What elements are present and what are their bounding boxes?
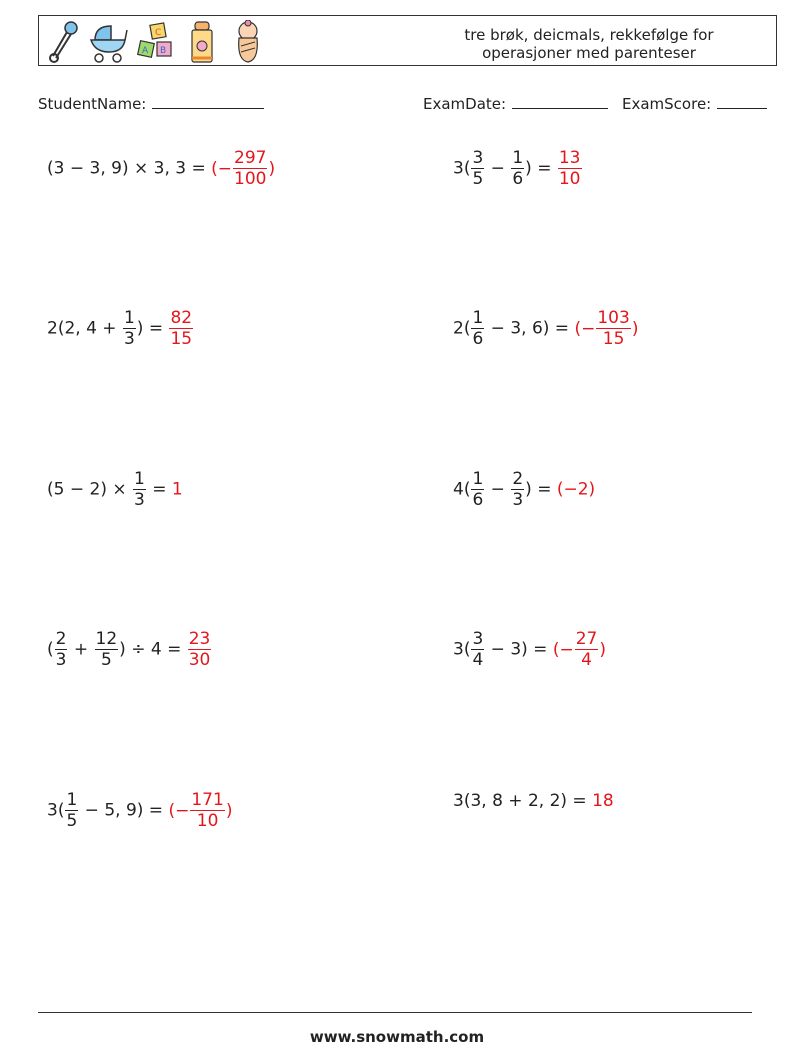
- denominator: 6: [472, 490, 484, 510]
- abc-blocks-icon: [137, 20, 177, 64]
- svg-text:A: A: [142, 46, 149, 56]
- denominator: 5: [66, 811, 78, 831]
- denominator: 10: [196, 811, 219, 831]
- title-line-2: operasjoner med parenteser: [482, 44, 696, 62]
- fraction: [65, 790, 78, 831]
- problem-expression: (3 − 3, 9) × 3, 3 =: [47, 158, 212, 179]
- numerator: 103: [597, 308, 630, 328]
- fraction: [471, 629, 484, 670]
- exam-date-field: [423, 94, 608, 113]
- numerator: 2: [512, 469, 524, 489]
- answer: 18: [592, 791, 614, 811]
- fraction: [511, 469, 524, 510]
- answer: [211, 148, 276, 189]
- answer: [552, 629, 607, 670]
- numerator: 23: [188, 629, 211, 649]
- fraction: [123, 308, 136, 349]
- problem-expression-end: ) =: [136, 318, 169, 339]
- header-box: [38, 15, 777, 66]
- problem-9: [47, 790, 232, 831]
- denominator: 10: [558, 169, 581, 189]
- answer-close: ): [225, 800, 233, 821]
- numerator: 3: [472, 148, 484, 168]
- exam-date-blank[interactable]: [512, 94, 608, 109]
- numerator: 297: [234, 148, 267, 168]
- answer: [574, 308, 639, 349]
- problem-expression-end: ) ÷ 4 =: [119, 639, 187, 660]
- problem-3: [47, 308, 194, 349]
- numerator: 1: [123, 308, 135, 328]
- numerator: 13: [558, 148, 581, 168]
- numerator: 27: [575, 629, 598, 649]
- student-name-label: StudentName:: [38, 95, 147, 113]
- problem-expression-end: − 5, 9) =: [79, 800, 169, 821]
- fraction: [471, 148, 484, 189]
- numerator: 1: [512, 148, 524, 168]
- answer: 1: [171, 479, 183, 500]
- answer-fraction: [558, 148, 582, 189]
- denominator: 3: [55, 650, 67, 670]
- exam-score-field: [622, 94, 767, 113]
- problem-10: [453, 791, 614, 811]
- problem-expression: 2(2, 4 +: [47, 318, 122, 339]
- problem-expression-end: − 3) =: [485, 639, 553, 660]
- denominator: 4: [581, 650, 592, 670]
- answer-fraction: [575, 629, 599, 670]
- worksheet-title: [419, 26, 759, 62]
- problem-7: [47, 629, 212, 670]
- problem-2: [453, 148, 583, 189]
- problem-expression: 3(: [47, 800, 65, 821]
- problem-expression: 2(: [453, 318, 471, 339]
- problem-expression-end: − 3, 6) =: [485, 318, 575, 339]
- swaddled-baby-icon: [233, 20, 263, 64]
- fraction: [55, 629, 68, 670]
- svg-text:B: B: [160, 46, 167, 56]
- denominator: 3: [134, 490, 145, 510]
- numerator: 2: [55, 629, 67, 649]
- problem-8: [453, 629, 606, 670]
- svg-text:C: C: [155, 28, 162, 38]
- operator: −: [485, 479, 511, 500]
- denominator: 6: [472, 329, 484, 349]
- numerator: 1: [66, 790, 78, 810]
- numerator: 12: [95, 629, 118, 649]
- problem-6: [453, 469, 595, 510]
- answer-open: (−: [211, 158, 233, 179]
- problem-expression-end: =: [146, 479, 172, 500]
- operator: +: [68, 639, 94, 660]
- answer-fraction: [233, 148, 267, 189]
- denominator: 6: [512, 169, 524, 189]
- numerator: 1: [472, 308, 484, 328]
- fraction: [95, 629, 119, 670]
- problem-4: [453, 308, 638, 349]
- problem-1: [47, 148, 275, 189]
- denominator: 30: [188, 650, 211, 670]
- problem-expression: 3(: [453, 158, 471, 179]
- problem-expression: 3(: [453, 639, 471, 660]
- operator: −: [485, 158, 511, 179]
- denominator: 15: [170, 329, 193, 349]
- answer-fraction: [190, 790, 224, 831]
- denominator: 15: [602, 329, 625, 349]
- denominator: 3: [123, 329, 135, 349]
- exam-score-label: ExamScore:: [622, 95, 712, 113]
- answer-fraction: [188, 629, 212, 670]
- fraction: [471, 469, 484, 510]
- problem-5: [47, 469, 183, 510]
- denominator: 5: [472, 169, 484, 189]
- answer-close: ): [268, 158, 276, 179]
- denominator: 5: [100, 650, 112, 670]
- answer: [168, 790, 233, 831]
- title-line-1: tre brøk, deicmals, rekkefølge for: [464, 26, 714, 44]
- answer-open: (−: [168, 800, 190, 821]
- problem-expression: 3(3, 8 + 2, 2) =: [453, 791, 593, 811]
- safety-pin-icon: [47, 20, 81, 64]
- answer-close: ): [631, 318, 639, 339]
- numerator: 1: [472, 469, 484, 489]
- numerator: 1: [134, 469, 145, 489]
- problem-expression-end: ) =: [525, 479, 557, 500]
- fraction: [511, 148, 524, 189]
- exam-score-blank[interactable]: [717, 94, 767, 109]
- numerator: 3: [472, 629, 484, 649]
- problem-expression: (5 − 2) ×: [47, 479, 132, 500]
- answer: (−2): [556, 479, 596, 500]
- answer-open: (−: [552, 639, 574, 660]
- answer-close: ): [599, 639, 607, 660]
- footer-divider: [38, 1012, 752, 1013]
- denominator: 3: [512, 490, 524, 510]
- fraction: [471, 308, 484, 349]
- denominator: 4: [472, 650, 484, 670]
- baby-stroller-icon: [89, 20, 129, 64]
- problem-expression: 4(: [453, 479, 471, 500]
- student-name-field: [38, 94, 264, 113]
- answer-fraction: [596, 308, 630, 349]
- exam-date-label: ExamDate:: [423, 95, 507, 113]
- student-name-blank[interactable]: [152, 94, 264, 109]
- problem-expression: (: [47, 639, 54, 660]
- answer-open: (−: [574, 318, 596, 339]
- numerator: 171: [191, 790, 224, 810]
- numerator: 82: [170, 308, 193, 328]
- problem-expression-end: ) =: [525, 158, 557, 179]
- footer-url: www.snowmath.com: [309, 1028, 485, 1046]
- fraction: [133, 469, 146, 510]
- denominator: 100: [234, 169, 267, 189]
- answer-fraction: [169, 308, 193, 349]
- baby-bottle-icon: [187, 20, 217, 64]
